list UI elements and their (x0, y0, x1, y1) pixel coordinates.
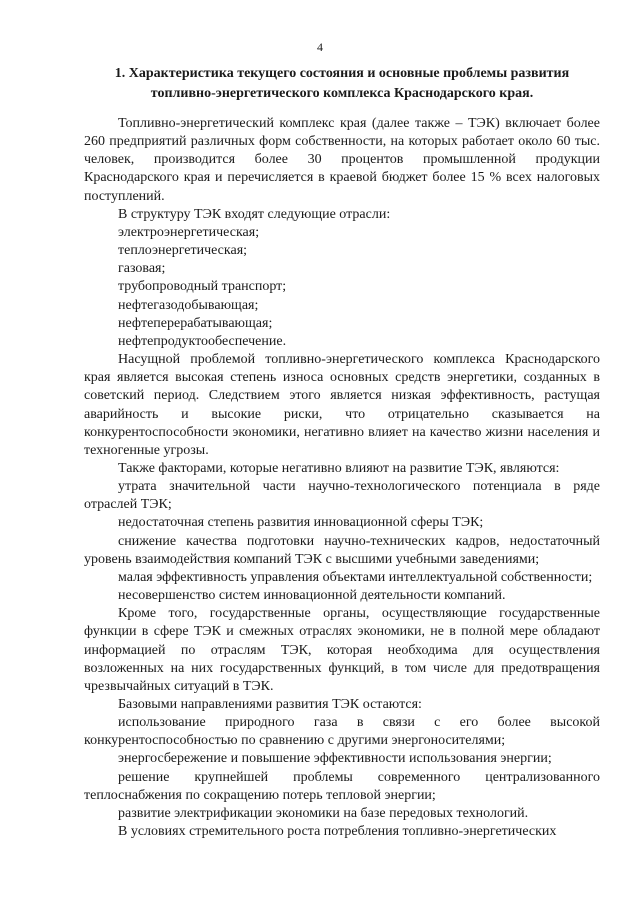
paragraph: Топливно-энергетический комплекс края (далее также – ТЭК) включает более 260 предприятий различных форм собственности, на которых работает около 60 тыс. человек, производится более 30 процентов промышленной продукции Краснодарского края и перечисляется в краевой бюджет более 15 % всех налоговых поступлений. (84, 116, 600, 204)
list-item: нефтегазодобывающая; (118, 297, 259, 313)
paragraph: Насущной проблемой топливно-энергетического комплекса Краснодарского края является высокая степень износа основных средств энергетики, созданных в советский период. Следствием этого является низкая эффективность, растущая аварийность и высокие риски, что отрицательно сказывается на конкурентоспособности экономики, негативно влияет на качество жизни населения и техногенные угрозы. (84, 352, 600, 458)
paragraph: Кроме того, государственные органы, осуществляющие государственные функции в сфере ТЭК и смежных отраслях экономики, не в полной мере обладают информацией по отраслям ТЭК, которая необходима для осуществления возложенных на них государственных функций, в том числе для предотвращения чрезвычайных ситуаций в ТЭК. (84, 606, 600, 694)
list-item: теплоэнергетическая; (118, 243, 248, 259)
paragraph: Также факторами, которые негативно влияют на развитие ТЭК, являются: (118, 460, 560, 476)
list-item: утрата значительной части научно-технологического потенциала в ряде отраслей ТЭК; (84, 479, 600, 513)
list-item: снижение качества подготовки научно-технических кадров, недостаточный уровень взаимодействия компаний ТЭК с высшими учебными заведениями; (84, 533, 600, 567)
list-item: развитие электрификации экономики на базе передовых технологий. (118, 805, 529, 821)
paragraph: В условиях стремительного роста потребления топливно-энергетических (118, 824, 557, 840)
document-body (84, 115, 600, 841)
list-item: электроэнергетическая; (118, 224, 260, 240)
list-item: недостаточная степень развития инновационной сферы ТЭК; (118, 515, 484, 531)
list-item: несовершенство систем инновационной деятельности компаний. (118, 588, 506, 604)
list-item: нефтепродуктообеспечение. (118, 333, 287, 349)
list-item: газовая; (118, 261, 166, 277)
list-item: малая эффективность управления объектами интеллектуальной собственности; (118, 569, 593, 585)
page-number: 4 (317, 40, 323, 54)
paragraph: Базовыми направлениями развития ТЭК остаются: (118, 697, 422, 712)
list-item: решение крупнейшей проблемы современного централизованного теплоснабжения по сокращению потерь тепловой энергии; (84, 769, 600, 803)
list-item: трубопроводный транспорт; (118, 279, 287, 295)
list-item: нефтеперерабатывающая; (118, 315, 273, 331)
paragraph: В структуру ТЭК входят следующие отрасли: (118, 206, 391, 222)
list-item: использование природного газа в связи с его более высокой конкурентоспособностью по сравнению с другими энергоносителями; (84, 715, 600, 749)
section-title: 1. Характеристика текущего состояния и основные проблемы развития топливно-энергетического комплекса Краснодарского края. (114, 66, 570, 101)
list-item: энергосбережение и повышение эффективности использования энергии; (118, 751, 552, 767)
